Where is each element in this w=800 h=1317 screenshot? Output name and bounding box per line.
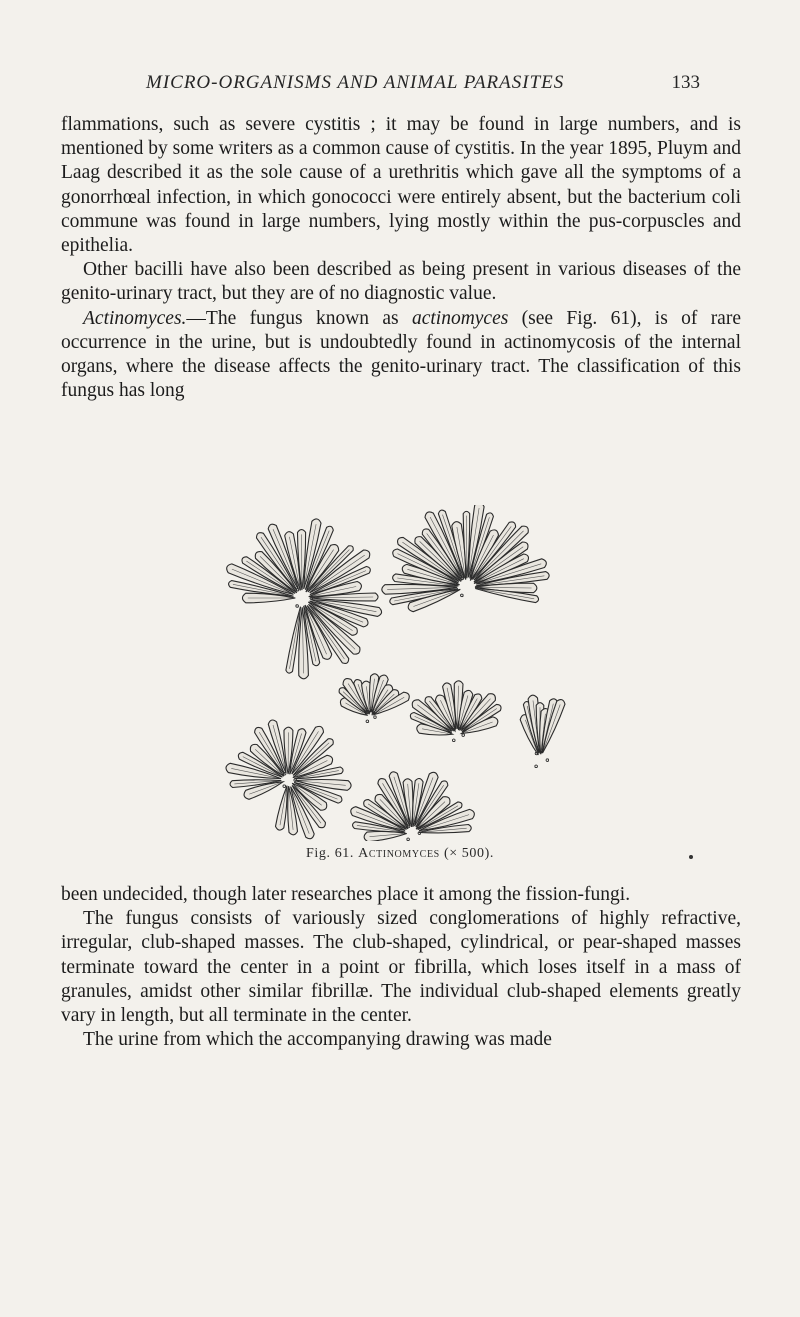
page-number: 133 — [671, 72, 700, 93]
cluster-lower-left — [226, 720, 351, 839]
club-shaped-mass — [276, 786, 288, 830]
club-shaped-mass — [364, 831, 407, 841]
cluster-lower-right — [520, 695, 565, 767]
print-speck — [689, 855, 693, 859]
figure-magnification: (× 500). — [443, 846, 494, 861]
figure-title: Actinomyces — [358, 846, 440, 861]
cluster-large-left — [227, 519, 382, 679]
running-head — [0, 72, 800, 102]
paragraph-continuation: flammations, such as severe cystitis ; it may be found in large numbers, and is mentioned by some writers as a common cause of cystitis. In the year 1895, Pluym and Laag described it as the sole cause of a urethritis which gave all the symptoms of a gonorrhœal infection, in which gonococci were entirely absent, but the bacterium coli commune was found in large numbers, lying mostly within the pus-corpuscles and epithelia. — [61, 114, 741, 257]
cluster-lower-center — [351, 772, 475, 841]
term-actinomyces: actinomyces — [411, 307, 509, 329]
paragraph-text: (see Fig. 61), is of rare occurrence in the urine, but is undoubtedly found in actinomycosis of the internal organs, where the disease affects the genito-urinary tract. The classification of this fungus has long — [61, 307, 741, 402]
paragraph-text: —The fungus known as — [186, 307, 412, 329]
figure-actinomyces-drawing — [222, 505, 578, 841]
paragraph-other-bacilli: Other bacilli have also been described as being present in various diseases of the genito-urinary tract, but they are of no diagnostic value. — [61, 259, 741, 305]
figure-caption — [0, 846, 800, 862]
cluster-small-right — [410, 681, 501, 742]
paragraph-fungus-structure: The fungus consists of variously sized conglomerations of highly refractive, irregular, club-shaped masses. The club-shaped, cylindrical, or pear-shaped masses terminate toward the center in a point or fibrilla, which loses itself in a mass of granules, amidst other similar fibrillæ. The individual club-shaped elements greatly vary in length, but all terminate in the center. — [61, 908, 741, 1027]
section-heading-actinomyces: Actinomyces. — [83, 307, 187, 329]
running-title: MICRO-ORGANISMS AND ANIMAL PARASITES — [146, 72, 565, 93]
cluster-large-right — [382, 505, 549, 612]
paragraph-urine-drawing: The urine from which the accompanying drawing was made — [83, 1029, 552, 1051]
cluster-small-center — [339, 674, 409, 723]
paragraph-classification: been undecided, though later researches place it among the fission-fungi. — [61, 884, 631, 905]
figure-number: Fig. 61. — [306, 846, 354, 861]
body-text-top — [61, 113, 741, 403]
body-text-bottom — [61, 883, 741, 1052]
paragraph-actinomyces — [61, 307, 741, 404]
